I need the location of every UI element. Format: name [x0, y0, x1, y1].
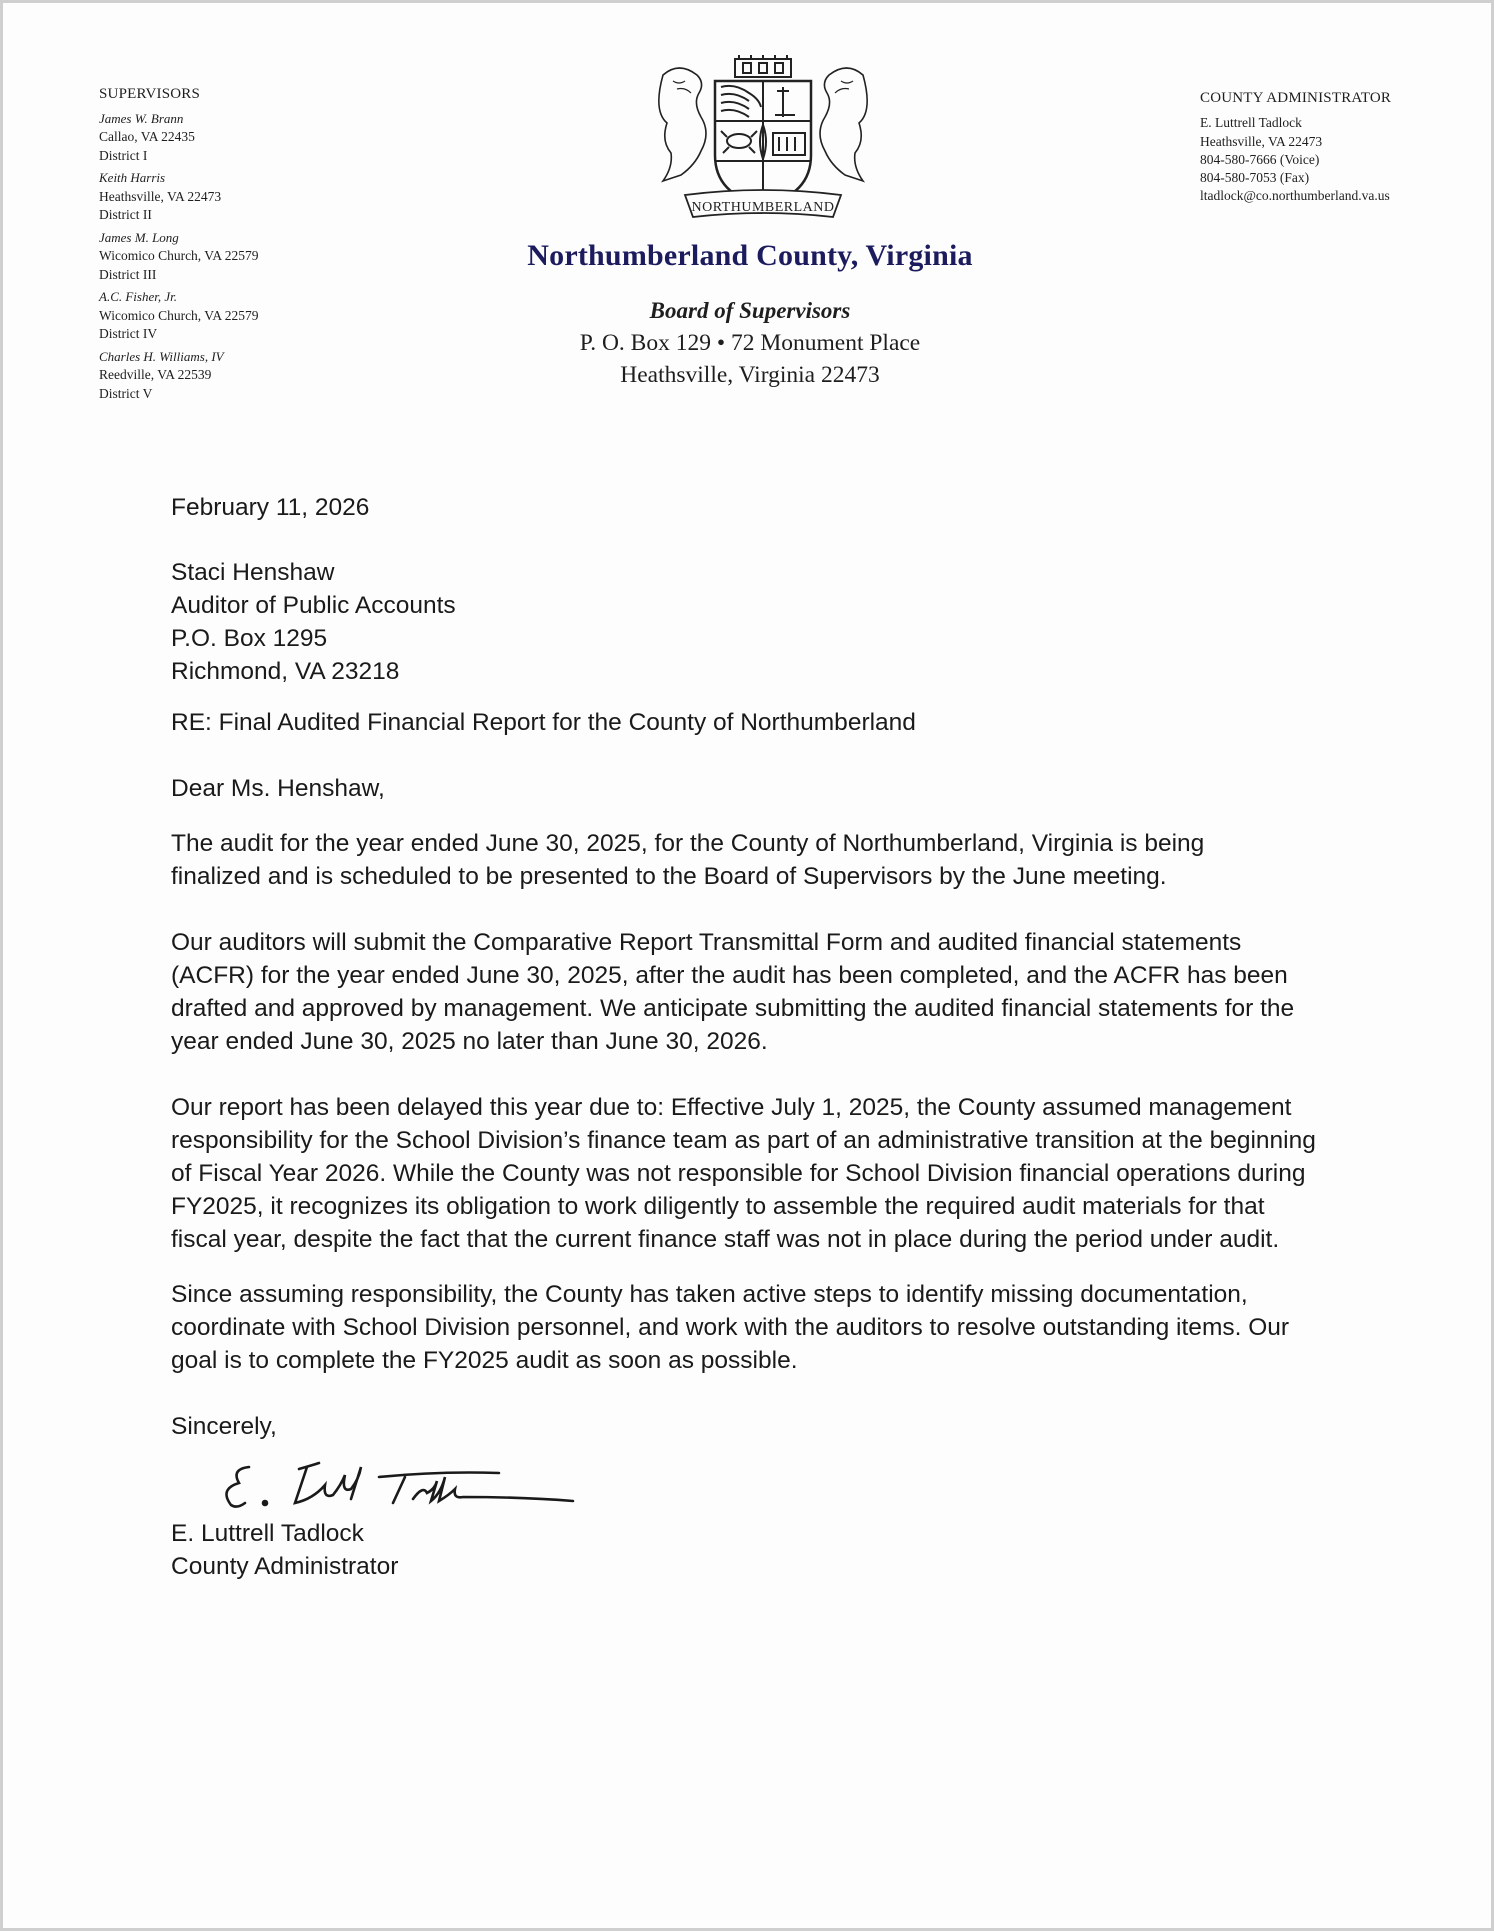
recipient-title: Auditor of Public Accounts [171, 592, 456, 619]
supervisor-district: District II [99, 207, 152, 222]
subject-line: RE: Final Audited Financial Report for the County of Northumberland [171, 709, 916, 736]
letter-body [171, 491, 1331, 1583]
supervisor-city: Heathsville, VA 22473 [99, 188, 222, 204]
recipient-city: Richmond, VA 23218 [171, 658, 400, 685]
supervisors-heading: SUPERVISORS [99, 86, 201, 102]
supervisor-name: Keith Harris [99, 170, 166, 185]
closing: Sincerely, [171, 1413, 277, 1440]
organization-title: Northumberland County, Virginia [527, 239, 973, 272]
administrator-email: ltadlock@co.northumberland.va.us [1200, 188, 1390, 204]
signature-image [191, 1449, 641, 1521]
supervisor-city: Reedville, VA 22539 [99, 367, 212, 382]
letterhead-address-line2: Heathsville, Virginia 22473 [620, 362, 880, 388]
administrator-contact [1200, 89, 1391, 206]
supervisor-name: Charles H. Williams, IV [99, 348, 224, 364]
supervisor-city: Callao, VA 22435 [99, 129, 195, 144]
supervisor-name: James W. Brann [99, 110, 184, 126]
administrator-voice: 804-580-7666 (Voice) [1200, 151, 1320, 167]
body-paragraph: Our auditors will submit the Comparative Report Transmittal Form and audited financial statements (ACFR) for the year ended June 30, 2025, after the audit has been completed, and the ACFR has been drafted and approved by management. We anticipate submitting the audited financial statements for the year ended June 30, 2025 no later than June 30, 2026. [171, 929, 1295, 1055]
recipient-name: Staci Henshaw [171, 559, 335, 586]
body-paragraph: The audit for the year ended June 30, 2025, for the County of Northumberland, Virginia is being finalized and is scheduled to be presented to the Board of Supervisors by the June meeting. [171, 830, 1205, 890]
signer-name: E. Luttrell Tadlock [171, 1520, 364, 1547]
letter-date: February 11, 2026 [171, 494, 370, 521]
recipient-po-box: P.O. Box 1295 [171, 625, 328, 652]
supervisor-city: Wicomico Church, VA 22579 [99, 248, 259, 263]
organization-subtitle [3, 295, 1491, 391]
supervisor-entry [99, 110, 258, 166]
signer-title: County Administrator [171, 1553, 399, 1580]
administrator-name: E. Luttrell Tadlock [1200, 115, 1302, 131]
administrator-fax: 804-580-7053 (Fax) [1200, 170, 1310, 186]
supervisor-entry [99, 169, 258, 225]
letter-page [3, 3, 1491, 1928]
board-name: Board of Supervisors [649, 298, 851, 323]
supervisor-district: District I [99, 147, 148, 163]
supervisor-name: James M. Long [99, 229, 179, 245]
supervisor-district: District III [99, 266, 157, 282]
supervisor-name: A.C. Fisher, Jr. [99, 289, 177, 304]
body-paragraph: Since assuming responsibility, the County has taken active steps to identify missing documentation, coordinate with School Division personnel, and work with the auditors to resolve outstanding items. Our goal is to complete the FY2025 audit as soon as possible. [171, 1281, 1290, 1374]
seal-banner-text: NORTHUMBERLAND [691, 200, 835, 215]
administrator-heading: COUNTY ADMINISTRATOR [1200, 90, 1392, 106]
supervisor-district: District IV [99, 326, 158, 341]
county-seal-icon [643, 55, 883, 227]
recipient-address [171, 556, 1331, 688]
supervisor-district: District V [99, 385, 153, 401]
letterhead-address-line1: P. O. Box 129 • 72 Monument Place [579, 330, 921, 356]
supervisor-city: Wicomico Church, VA 22579 [99, 307, 259, 323]
administrator-city: Heathsville, VA 22473 [1200, 133, 1323, 149]
body-paragraph: Our report has been delayed this year due to: Effective July 1, 2025, the County assumed management responsibility for the School Division’s finance team as part of an administrative transition at the beginning of Fiscal Year 2026. While the County was not responsible for School Division financial operations during FY2025, it recognizes its obligation to work diligently to assemble the required audit materials for that fiscal year, despite the fact that the current finance staff was not in place during the period under audit. [171, 1094, 1316, 1253]
salutation: Dear Ms. Henshaw, [171, 775, 385, 802]
